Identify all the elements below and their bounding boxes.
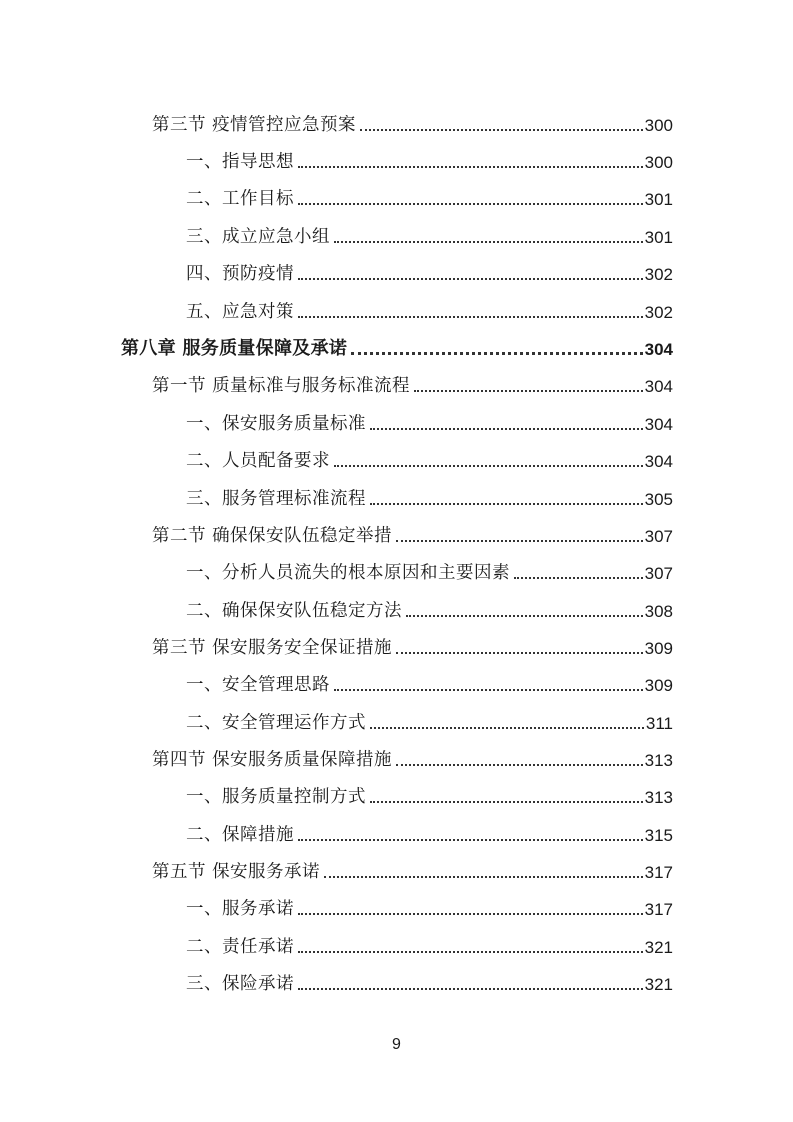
toc-entry-page: 321	[644, 938, 673, 957]
toc-entry-page: 304	[644, 340, 673, 359]
toc-entry-title: 第五节 保安服务承诺	[152, 861, 321, 882]
toc-entry[interactable]	[186, 216, 673, 246]
toc-entry-title: 一、服务承诺	[186, 898, 294, 919]
toc-dot-leader	[370, 801, 643, 803]
toc-entry[interactable]	[152, 627, 673, 657]
toc-dot-leader	[406, 615, 643, 617]
toc-dot-leader	[334, 689, 643, 691]
toc-entry-page: 301	[644, 190, 673, 209]
toc-entry-title: 一、指导思想	[186, 151, 294, 172]
toc-entry-page: 307	[644, 564, 673, 583]
toc-dot-leader	[414, 390, 643, 392]
toc-entry-title: 一、服务质量控制方式	[186, 786, 366, 807]
toc-entry-page: 309	[644, 639, 673, 658]
toc-entry[interactable]	[152, 851, 673, 881]
toc-entry[interactable]	[186, 963, 673, 993]
toc-entry-title: 三、保险承诺	[186, 973, 294, 994]
toc-entry-page: 302	[644, 265, 673, 284]
toc-entry-title: 第三节 保安服务安全保证措施	[152, 637, 393, 658]
toc-dot-leader	[360, 129, 643, 131]
toc-entry[interactable]	[186, 440, 673, 470]
toc-entry[interactable]	[186, 291, 673, 321]
toc-entry-title: 第八章 服务质量保障及承诺	[121, 338, 348, 359]
toc-entry-page: 309	[644, 676, 673, 695]
toc-entry-page: 300	[644, 153, 673, 172]
toc-entry[interactable]	[186, 478, 673, 508]
toc-entry-title: 二、确保保安队伍稳定方法	[186, 600, 402, 621]
toc-entry[interactable]	[186, 590, 673, 620]
toc-entry-page: 315	[644, 826, 673, 845]
toc-entry-page: 308	[644, 602, 673, 621]
toc-dot-leader	[396, 540, 643, 542]
toc-entry-page: 300	[644, 116, 673, 135]
toc-entry-title: 四、预防疫情	[186, 263, 294, 284]
toc-dot-leader	[298, 951, 643, 953]
toc-entry-page: 313	[644, 751, 673, 770]
toc-dot-leader	[370, 428, 643, 430]
toc-entry-page: 313	[644, 788, 673, 807]
toc-entry[interactable]	[152, 515, 673, 545]
toc-dot-leader	[334, 241, 643, 243]
toc-chapter-entry[interactable]	[121, 328, 673, 358]
toc-entry-title: 第四节 保安服务质量保障措施	[152, 749, 393, 770]
toc-dot-leader	[298, 278, 643, 280]
toc-entry[interactable]	[186, 178, 673, 208]
toc-dot-leader	[396, 764, 643, 766]
toc-entry-page: 304	[644, 452, 673, 471]
toc-entry[interactable]	[152, 739, 673, 769]
toc-dot-leader	[514, 577, 643, 579]
toc-entry-title: 五、应急对策	[186, 301, 294, 322]
toc-dot-leader	[298, 988, 643, 990]
toc-entry-title: 三、服务管理标准流程	[186, 488, 366, 509]
toc-entry-title: 二、工作目标	[186, 188, 294, 209]
toc-entry[interactable]	[186, 403, 673, 433]
toc-entry-page: 301	[644, 228, 673, 247]
toc-entry-page: 305	[644, 490, 673, 509]
toc-dot-leader	[334, 465, 643, 467]
toc-entry-page: 321	[644, 975, 673, 994]
toc-entry-title: 第二节 确保保安队伍稳定举措	[152, 525, 393, 546]
toc-entry-page: 317	[644, 900, 673, 919]
toc-dot-leader	[396, 652, 643, 654]
toc-entry-page: 311	[645, 714, 673, 733]
toc-entry[interactable]	[152, 104, 673, 134]
toc-entry-title: 三、成立应急小组	[186, 226, 330, 247]
toc-entry-title: 第一节 质量标准与服务标准流程	[152, 375, 411, 396]
toc-entry[interactable]	[186, 888, 673, 918]
toc-entry-title: 二、责任承诺	[186, 936, 294, 957]
toc-entry[interactable]	[186, 814, 673, 844]
toc-dot-leader	[298, 166, 643, 168]
toc-dot-leader	[298, 913, 643, 915]
toc-entry-title: 一、保安服务质量标准	[186, 413, 366, 434]
toc-entry-title: 一、分析人员流失的根本原因和主要因素	[186, 562, 510, 583]
toc-dot-leader	[298, 839, 643, 841]
toc-entry-title: 第三节 疫情管控应急预案	[152, 114, 357, 135]
toc-entry[interactable]	[186, 702, 673, 732]
toc-entry-title: 二、保障措施	[186, 824, 294, 845]
toc-entry-page: 307	[644, 527, 673, 546]
toc-entry[interactable]	[186, 926, 673, 956]
toc-dot-leader	[351, 352, 642, 355]
toc-entry-page: 317	[644, 863, 673, 882]
toc-entry-page: 304	[644, 377, 673, 396]
toc-entry[interactable]	[186, 664, 673, 694]
toc-entry[interactable]	[186, 776, 673, 806]
page-number: 9	[392, 1036, 401, 1053]
toc-dot-leader	[370, 727, 644, 729]
toc-entry-page: 304	[644, 415, 673, 434]
toc-entry-title: 二、人员配备要求	[186, 450, 330, 471]
toc-entry[interactable]	[186, 552, 673, 582]
toc-dot-leader	[298, 203, 643, 205]
toc-dot-leader	[324, 876, 643, 878]
toc-entry[interactable]	[186, 253, 673, 283]
toc-entry-page: 302	[644, 303, 673, 322]
toc-entry[interactable]	[152, 365, 673, 395]
toc-entry[interactable]	[186, 141, 673, 171]
toc-dot-leader	[370, 503, 643, 505]
toc-entry-title: 二、安全管理运作方式	[186, 712, 366, 733]
toc-entry-title: 一、安全管理思路	[186, 674, 330, 695]
toc-dot-leader	[298, 316, 643, 318]
